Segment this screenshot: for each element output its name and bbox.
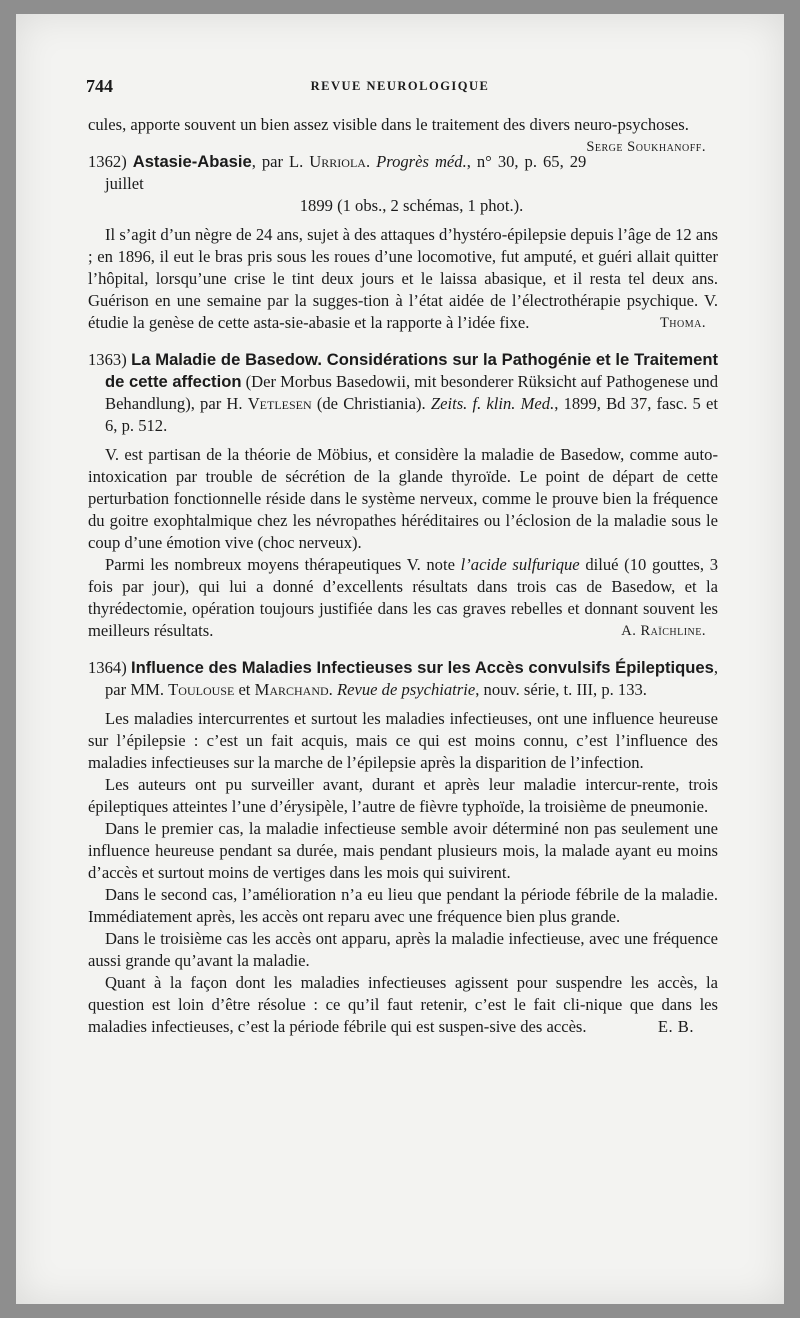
entry-journal: Progrès méd.	[376, 152, 467, 171]
signature-eb: E. B.	[657, 1017, 694, 1036]
entry-paragraph: Dans le premier cas, la maladie infectieuse semble avoir déterminé non pas seulement une influence heureuse pendant sa durée, mais pendant plusieurs mois, la malade ayant eu moins d’accès et surtout moins de vertiges dans les mois qui suivirent.	[88, 819, 718, 882]
entry-1364	[88, 657, 718, 1038]
entry-paragraph	[88, 972, 718, 1038]
author-prefix: , par MM.	[105, 658, 718, 699]
author-join: et	[234, 680, 255, 699]
journal-title: REVUE NEUROLOGIQUE	[310, 79, 490, 93]
entry-paragraph: Les maladies intercurrentes et surtout les maladies infectieuses, ont une influence heureuse sur l’épilepsie : c’est un fait acquis, mais ce qui est moins connu, c’est l’influence des maladies infectieuses sur la marche de l’épilepsie après la disparition de l’infection.	[88, 709, 718, 772]
entry-citation: , 1899, Bd 37, fasc. 5 et 6, p. 512.	[105, 394, 718, 435]
paragraph-text: Parmi les nombreux moyens thérapeutiques V. note	[105, 555, 461, 574]
entry-author: Toulouse	[168, 680, 235, 699]
entry-number: 1364)	[88, 658, 127, 677]
signature-thoma: Thoma.	[659, 315, 706, 331]
entry-heading	[88, 349, 718, 437]
author-prefix: , par L.	[251, 152, 310, 171]
signature-soukhanoff: Serge Soukhanoff.	[586, 139, 706, 155]
entry-author: Vetlesen	[247, 394, 312, 413]
paragraph-text: Quant à la façon dont les maladies infectieuses agissent pour suspendre les accès, la question est loin d’être résolue : ce qu’il faut retenir, c’est le fait cli-nique que dans les maladies infectieuses, c’est la période fébrile qui est suspen-sive des accès.	[88, 973, 718, 1036]
entry-heading	[88, 151, 718, 217]
entry-citation-line2: 1899 (1 obs., 2 schémas, 1 phot.).	[299, 196, 524, 215]
entry-title: La Maladie de Basedow. Considérations sur la Pathogénie et le Traitement de cette affection	[105, 350, 718, 391]
entry-citation: , nouv. série, t. III, p. 133.	[475, 680, 647, 699]
continuation-paragraph	[88, 114, 718, 155]
entry-paragraph: Dans le second cas, l’amélioration n’a eu lieu que pendant la période fébrile de la maladie. Immédiatement après, les accès ont reparu avec une fréquence bien plus grande.	[88, 885, 718, 926]
entry-number: 1363)	[88, 350, 127, 369]
page-content	[88, 114, 718, 1038]
entry-1363	[88, 349, 718, 642]
entry-number: 1362)	[88, 152, 127, 171]
entry-paragraph: Parmi les nombreux moyens thérapeutiques V. note l’acide sulfurique dilué (10 gouttes, 3 fois par jour), qui lui a donné d’excellents résultats dans trois cas de Basedow, et la thyrédectomie, opération toujours justifiée dans les cas graves rebelles et donnant souvent les meilleurs résultats. A. Raïchline.	[88, 555, 718, 640]
page-number: 744	[86, 76, 113, 96]
entry-paragraph	[88, 224, 718, 334]
entry-paragraph: Les auteurs ont pu surveiller avant, durant et après leur maladie intercur-rente, trois épileptiques atteintes l’une d’érysipèle, l’autre de fièvre typhoïde, la troisième de pneumonie.	[88, 775, 718, 816]
entry-subtitle: (Der Morbus Basedowii, mit besonderer Rüksicht auf Pathogenese und Behandlung), par H.	[105, 372, 718, 413]
entry-paragraph: Dans le troisième cas les accès ont apparu, après la maladie infectieuse, avec une fréquence aussi grande qu’avant la maladie.	[88, 929, 718, 970]
emphasis-acide-sulfurique: acide sulfurique	[470, 555, 580, 574]
entry-heading	[88, 657, 718, 701]
entry-citation: , n° 30, p. 65, 29 juillet	[105, 152, 587, 193]
running-header	[16, 76, 784, 100]
entry-author: Urriola.	[309, 152, 371, 171]
paragraph-text: dilué (10 gouttes, 3 fois par jour), qui lui a donné d’excellents résultats dans trois cas de Basedow, et la thyrédectomie, opération toujours justifiée dans les cas graves rebelles et donnant souvent les meilleurs résultats.	[88, 555, 718, 640]
paragraph-text: Il s’agit d’un nègre de 24 ans, sujet à des attaques d’hystéro-épilepsie depuis l’âge de 12 ans ; en 1896, il eut le bras pris sous les roues d’une locomotive, fut amputé, et guéri allait quitter l’hôpital, lorsqu’une crise le tint deux jours et le laissa abasique, et il resta tel deux ans. Guérison en une semaine par la sugges-tion à l’état aidée de l’électrothérapie psychique. V. étudie la genèse de cette asta-sie-abasie et la rapporte à l’idée fixe.	[88, 225, 718, 332]
entry-affiliation: (de Christiania).	[311, 394, 426, 413]
page	[16, 14, 784, 1304]
entry-title: Astasie-Abasie	[132, 152, 252, 171]
entry-paragraph: V. est partisan de la théorie de Möbius, et considère la maladie de Basedow, comme auto-intoxication par trouble de sécrétion de la glande thyroïde. Le point de départ de cette perturbation fonctionnelle réside dans le système nerveux, comme le prouve bien la fréquence du goitre exophtalmique chez les névropathes héréditaires ou l’éclosion de la maladie sous le coup d’une émotion vive (choc nerveux).	[88, 445, 718, 552]
continuation-text: cules, apporte souvent un bien assez visible dans le traitement des divers neuro-psychoses.	[88, 115, 689, 134]
entry-title: Influence des Maladies Infectieuses sur les Accès convulsifs Épileptiques	[130, 658, 714, 677]
entry-journal: Zeits. f. klin. Med.	[430, 394, 555, 413]
signature-raichline: A. Raïchline.	[621, 623, 706, 639]
entry-journal: Revue de psychiatrie	[336, 680, 476, 699]
entry-author-2: Marchand.	[254, 680, 333, 699]
entry-1362	[88, 151, 718, 334]
